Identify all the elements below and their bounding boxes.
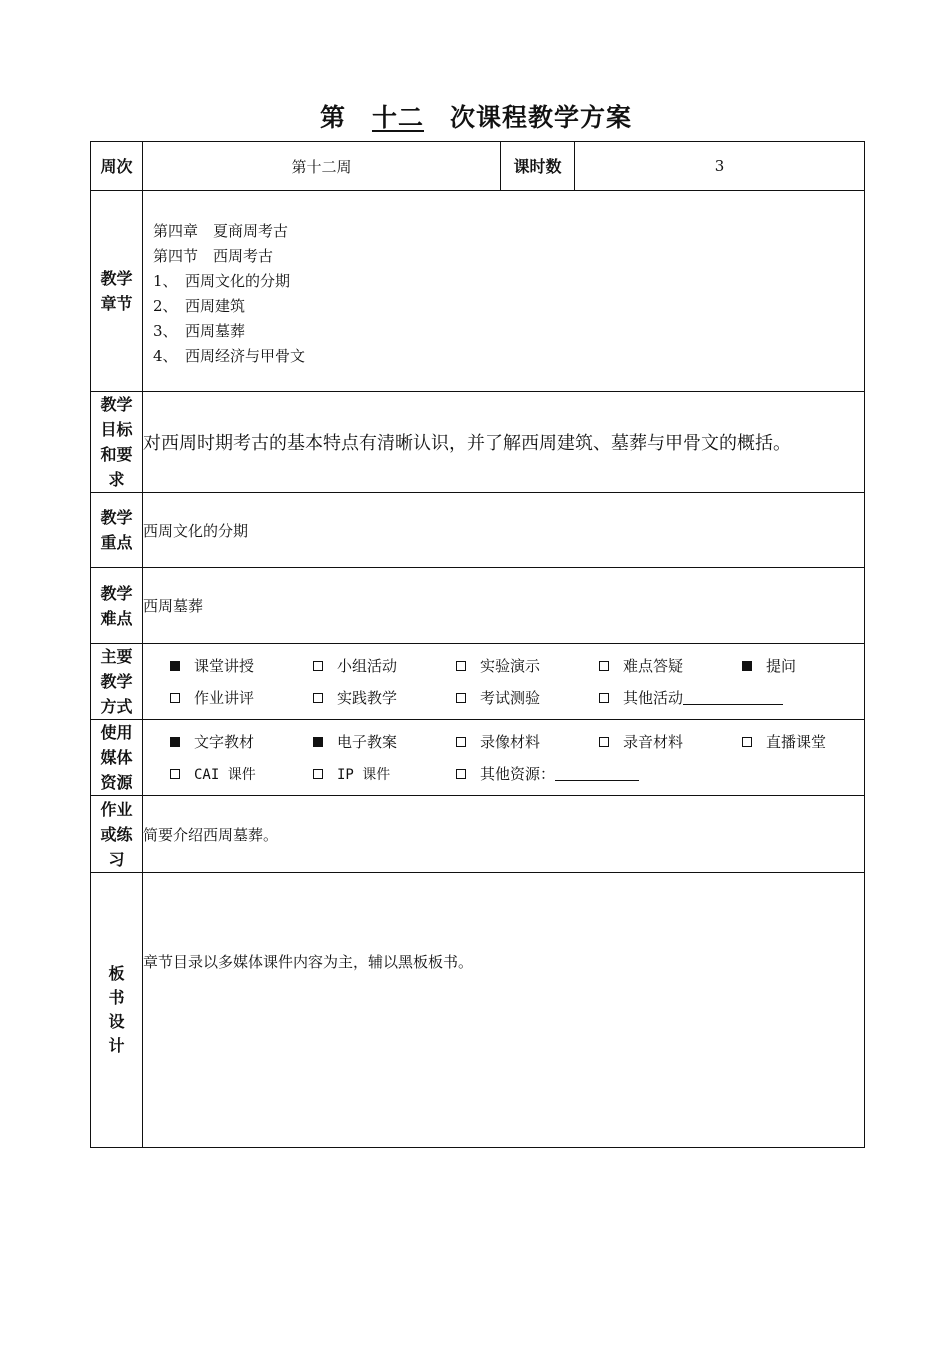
chapter-line: 4、 西周经济与甲骨文 xyxy=(153,347,306,365)
key-point-row xyxy=(91,493,865,568)
page-title xyxy=(0,98,952,134)
media-option[interactable]: 其他资源： xyxy=(456,763,676,784)
checkbox-checked-icon[interactable] xyxy=(170,661,180,671)
checkbox-unchecked-icon[interactable] xyxy=(742,737,752,747)
checkbox-unchecked-icon[interactable] xyxy=(599,737,609,747)
checkbox-unchecked-icon[interactable] xyxy=(456,693,466,703)
method-option[interactable]: 作业讲评 xyxy=(170,687,313,708)
other-resource-blank[interactable] xyxy=(555,766,639,781)
goal-text: 对西周时期考古的基本特点有清晰认识，并了解西周建筑、墓葬与甲骨文的概括。 xyxy=(143,392,865,493)
key-point-label: 教学 重点 xyxy=(91,493,143,568)
media-option[interactable]: 电子教案 xyxy=(313,731,456,752)
checkbox-checked-icon[interactable] xyxy=(170,737,180,747)
homework-text: 简要介绍西周墓葬。 xyxy=(143,796,865,873)
week-row xyxy=(91,142,865,191)
media-option[interactable]: 录音材料 xyxy=(599,731,742,752)
checkbox-unchecked-icon[interactable] xyxy=(313,661,323,671)
homework-label: 作业 或练 习 xyxy=(91,796,143,873)
chapter-label: 教学 章节 xyxy=(91,191,143,392)
week-value: 第十二周 xyxy=(143,142,501,191)
key-point-text: 西周文化的分期 xyxy=(143,493,865,568)
media-options xyxy=(143,720,865,796)
goal-label: 教学 目标 和要 求 xyxy=(91,392,143,493)
method-option[interactable]: 其他活动 xyxy=(599,687,799,708)
difficulty-row xyxy=(91,568,865,644)
hours-label: 课时数 xyxy=(501,142,575,191)
method-option[interactable]: 难点答疑 xyxy=(599,655,742,676)
method-option[interactable]: 提问 xyxy=(742,655,832,676)
title-suffix: 次课程教学方案 xyxy=(450,103,633,132)
method-option[interactable]: 课堂讲授 xyxy=(170,655,313,676)
homework-row xyxy=(91,796,865,873)
media-row xyxy=(91,720,865,796)
chapter-line: 3、 西周墓葬 xyxy=(153,322,246,340)
checkbox-unchecked-icon[interactable] xyxy=(170,769,180,779)
chapter-row xyxy=(91,191,865,392)
media-option[interactable]: 文字教材 xyxy=(170,731,313,752)
method-option[interactable]: 实验演示 xyxy=(456,655,599,676)
method-option[interactable]: 考试测验 xyxy=(456,687,599,708)
media-option[interactable]: 直播课堂 xyxy=(742,731,852,752)
chapter-line: 第四节 西周考古 xyxy=(153,247,274,265)
media-option[interactable]: IP 课件 xyxy=(313,764,456,784)
board-row xyxy=(91,873,865,1148)
chapter-content xyxy=(143,191,865,392)
hours-value: 3 xyxy=(575,142,865,191)
chapter-line: 1、 西周文化的分期 xyxy=(153,272,291,290)
week-label: 周次 xyxy=(91,142,143,191)
goal-row xyxy=(91,392,865,493)
title-prefix: 第 xyxy=(319,103,346,132)
board-text: 章节目录以多媒体课件内容为主，辅以黑板板书。 xyxy=(143,873,865,1148)
checkbox-unchecked-icon[interactable] xyxy=(313,693,323,703)
media-label: 使用 媒体 资源 xyxy=(91,720,143,796)
method-option[interactable]: 实践教学 xyxy=(313,687,456,708)
difficulty-text: 西周墓葬 xyxy=(143,568,865,644)
difficulty-label: 教学 难点 xyxy=(91,568,143,644)
checkbox-unchecked-icon[interactable] xyxy=(456,737,466,747)
board-label: 板 书 设 计 xyxy=(91,873,143,1148)
method-options xyxy=(143,644,865,720)
checkbox-unchecked-icon[interactable] xyxy=(456,661,466,671)
other-activity-blank[interactable] xyxy=(683,690,783,705)
checkbox-unchecked-icon[interactable] xyxy=(313,769,323,779)
method-option[interactable]: 小组活动 xyxy=(313,655,456,676)
media-option[interactable]: 录像材料 xyxy=(456,731,599,752)
checkbox-unchecked-icon[interactable] xyxy=(170,693,180,703)
checkbox-unchecked-icon[interactable] xyxy=(456,769,466,779)
checkbox-checked-icon[interactable] xyxy=(742,661,752,671)
lesson-plan-table xyxy=(90,141,865,1148)
chapter-line: 第四章 夏商周考古 xyxy=(153,222,289,240)
checkbox-checked-icon[interactable] xyxy=(313,737,323,747)
checkbox-unchecked-icon[interactable] xyxy=(599,693,609,703)
checkbox-unchecked-icon[interactable] xyxy=(599,661,609,671)
media-option[interactable]: CAI 课件 xyxy=(170,764,313,784)
method-label: 主要 教学 方式 xyxy=(91,644,143,720)
title-number: 十二 xyxy=(371,103,424,132)
method-row xyxy=(91,644,865,720)
chapter-line: 2、 西周建筑 xyxy=(153,297,246,315)
